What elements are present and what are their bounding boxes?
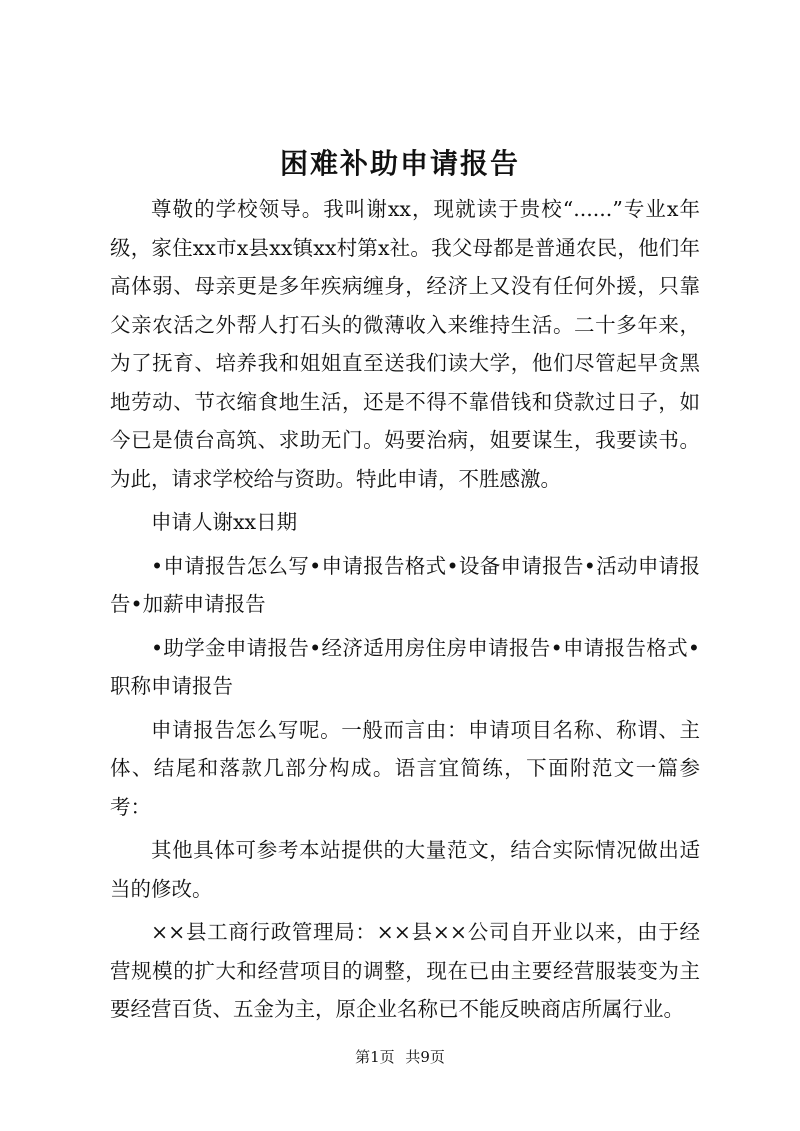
paragraph-signature: 申请人谢xx日期 bbox=[151, 510, 298, 534]
page-total: 共9页 bbox=[405, 1048, 445, 1066]
page-footer bbox=[0, 1046, 800, 1067]
paragraph-related-links-2: •助学金申请报告•经济适用房住房申请报告•申请报告格式•职称申请报告 bbox=[110, 635, 700, 698]
paragraph-intro: 尊敬的学校领导。我叫谢xx，现就读于贵校“......”专业x年级，家住xx市x县xx镇xx村第x社。我父母都是普通农民，他们年高体弱、母亲更是多年疾病缠身，经济上又没有任何外援，只靠父亲农活之外帮人打石头的微薄收入来维持生活。二十多年来，为了抚育、培养我和姐姐直至送我们读大学，他们尽管起早贪黑地劳动、节衣缩食地生活，还是不得不靠借钱和贷款过日子，如今已是债台高筑、求助无门。妈要治病，姐要谋生，我要读书。为此，请求学校给与资助。特此申请，不胜感激。 bbox=[110, 197, 700, 491]
paragraph-howto: 申请报告怎么写呢。一般而言由：申请项目名称、称谓、主体、结尾和落款几部分构成。语言宜简练，下面附范文一篇参考： bbox=[110, 717, 700, 819]
paragraph-related-links-1: •申请报告怎么写•申请报告格式•设备申请报告•活动申请报告•加薪申请报告 bbox=[110, 553, 700, 616]
document-title: 困难补助申请报告 bbox=[279, 147, 520, 180]
paragraph-reference: 其他具体可参考本站提供的大量范文，结合实际情况做出适当的修改。 bbox=[110, 838, 700, 901]
document-body bbox=[110, 190, 700, 1029]
paragraph-sample-letter: ××县工商行政管理局：××县××公司自开业以来，由于经营规模的扩大和经营项目的调整，现在已由主要经营服装变为主要经营百货、五金为主，原企业名称已不能反映商店所属行业。 bbox=[110, 920, 700, 1021]
page-number: 第1页 bbox=[355, 1048, 395, 1066]
